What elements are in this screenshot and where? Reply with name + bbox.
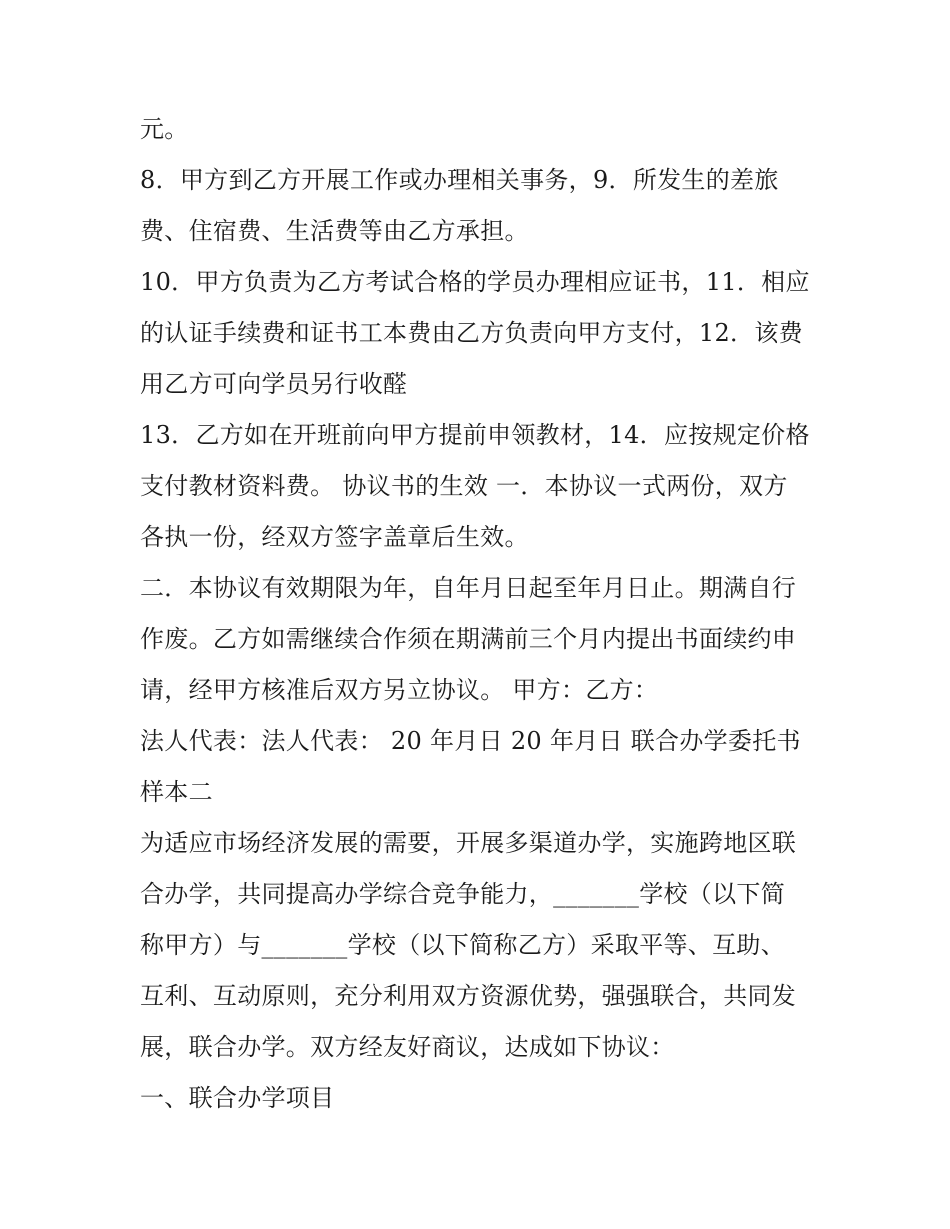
section-heading: 一、联合办学项目 (140, 1084, 335, 1112)
text-line: 各执一份，经双方签字盖章后生效。 (140, 523, 529, 551)
text-line: 10．甲方负责为乙方考试合格的学员办理相应证书，11．相应 (140, 268, 810, 296)
text-line: 8．甲方到乙方开展工作或办理相关事务，9．所发生的差旅 (140, 166, 779, 194)
text-line: 展，联合办学。双方经友好商议，达成如下协议： (140, 1033, 675, 1061)
text-line: 元。 (140, 115, 189, 143)
document-body (140, 104, 830, 1124)
text-line: 合办学，共同提高办学综合竞争能力，_______学校（以下简 (140, 880, 785, 908)
text-line: 请，经甲方核准后双方另立协议。 甲方：乙方： (140, 676, 659, 704)
text-line: 费、住宿费、生活费等由乙方承担。 (140, 217, 529, 245)
text-line: 称甲方）与_______学校（以下简称乙方）采取平等、互助、 (140, 931, 785, 959)
text-line: 二．本协议有效期限为年，自年月日起至年月日止。期满自行 (140, 574, 797, 602)
text-line: 为适应市场经济发展的需要，开展多渠道办学，实施跨地区联 (140, 829, 797, 857)
text-line: 互利、互动原则，充分利用双方资源优势，强强联合，共同发 (140, 982, 797, 1010)
text-line: 的认证手续费和证书工本费由乙方负责向甲方支付，12．该费 (140, 319, 803, 347)
text-line: 法人代表：法人代表： 20 年月日 20 年月日 联合办学委托书 (140, 727, 801, 755)
text-line: 13．乙方如在开班前向甲方提前申领教材，14．应按规定价格 (140, 421, 810, 449)
text-line: 作废。乙方如需继续合作须在期满前三个月内提出书面续约申 (140, 625, 797, 653)
text-line: 支付教材资料费。 协议书的生效 一．本协议一式两份，双方 (140, 472, 788, 500)
text-line: 用乙方可向学员另行收醛 (140, 370, 408, 398)
section-heading: 样本二 (140, 778, 213, 806)
